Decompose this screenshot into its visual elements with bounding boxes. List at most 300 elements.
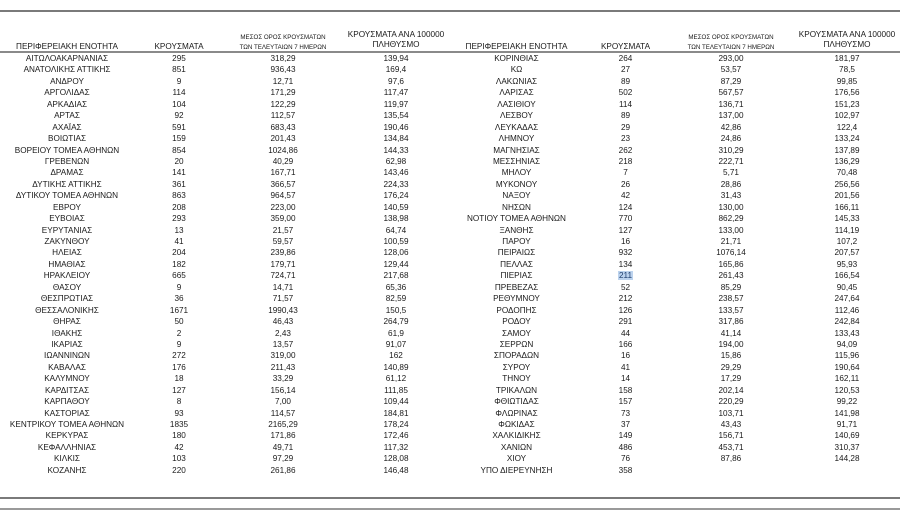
avg7-cell[interactable]: 220,29 [718, 397, 744, 407]
per100k-cell[interactable]: 82,59 [385, 294, 407, 304]
avg7-cell[interactable]: 211,43 [270, 362, 296, 372]
avg7-cell[interactable]: 1076,14 [716, 248, 746, 258]
per100k-cell[interactable]: 117,32 [383, 442, 409, 452]
cases-cell[interactable]: 863 [172, 191, 186, 201]
region-cell[interactable]: ΔΡΑΜΑΣ [50, 168, 84, 178]
per100k-cell[interactable]: 217,68 [383, 271, 409, 281]
region-cell[interactable]: ΗΛΕΙΑΣ [52, 248, 82, 258]
region-cell[interactable]: ΦΛΩΡΙΝΑΣ [495, 408, 538, 418]
cases-cell[interactable]: 41 [174, 237, 184, 246]
avg7-cell[interactable]: 133,00 [718, 225, 744, 235]
cases-cell[interactable]: 89 [620, 111, 631, 121]
avg7-cell[interactable]: 103,71 [718, 408, 744, 418]
avg7-cell[interactable]: 201,43 [270, 134, 296, 144]
avg7-cell[interactable]: 202,14 [718, 385, 744, 395]
avg7-cell[interactable]: 222,71 [718, 156, 744, 166]
region-cell[interactable]: ΔΥΤΙΚΗΣ ΑΤΤΙΚΗΣ [32, 179, 102, 189]
region-cell[interactable]: ΑΡΓΟΛΙΔΑΣ [44, 88, 90, 98]
cases-cell[interactable]: 291 [618, 317, 633, 327]
cases-cell[interactable]: 127 [172, 385, 186, 395]
region-cell[interactable]: ΙΘΑΚΗΣ [51, 328, 83, 338]
avg7-cell[interactable]: 724,71 [270, 271, 296, 281]
region-cell[interactable]: ΧΑΛΚΙΔΙΚΗΣ [492, 431, 541, 441]
per100k-cell[interactable]: 90,45 [836, 282, 858, 292]
per100k-cell[interactable]: 128,08 [383, 454, 409, 464]
cases-cell[interactable]: 36 [174, 294, 184, 304]
per100k-cell[interactable]: 109,44 [383, 397, 409, 407]
region-cell[interactable]: ΚΑΡΠΑΘΟΥ [44, 397, 90, 407]
region-cell[interactable]: ΧΑΝΙΩΝ [500, 442, 533, 452]
avg7-cell[interactable]: 42,86 [720, 122, 742, 132]
region-cell[interactable]: ΑΝΑΤΟΛΙΚΗΣ ΑΤΤΙΚΗΣ [23, 65, 111, 75]
per100k-cell[interactable]: 256,56 [834, 179, 860, 189]
per100k-cell[interactable]: 146,48 [383, 465, 409, 475]
cases-cell[interactable]: 502 [618, 88, 633, 98]
per100k-cell[interactable]: 62,98 [385, 156, 407, 166]
region-cell[interactable]: ΒΟΙΩΤΙΑΣ [47, 134, 87, 144]
avg7-cell[interactable]: 318,29 [270, 54, 296, 63]
avg7-cell[interactable]: 238,57 [718, 294, 744, 304]
region-cell[interactable]: ΝΗΣΩΝ [502, 202, 531, 212]
per100k-cell[interactable]: 135,54 [383, 111, 409, 121]
region-cell[interactable]: ΚΕΦΑΛΛΗΝΙΑΣ [37, 442, 97, 452]
region-cell[interactable]: ΗΡΑΚΛΕΙΟΥ [43, 271, 91, 281]
region-cell[interactable]: ΦΘΙΩΤΙΔΑΣ [494, 397, 539, 407]
avg7-cell[interactable]: 239,86 [270, 248, 296, 258]
cases-cell[interactable]: 76 [620, 454, 631, 464]
region-cell[interactable]: ΚΑΒΑΛΑΣ [48, 362, 86, 372]
region-cell[interactable]: ΚΙΛΚΙΣ [53, 454, 80, 464]
region-cell[interactable]: ΕΒΡΟΥ [53, 202, 81, 212]
cases-cell[interactable]: 44 [620, 328, 631, 338]
table-row [0, 465, 450, 476]
region-cell[interactable]: ΠΙΕΡΙΑΣ [500, 271, 533, 281]
per100k-cell[interactable]: 139,94 [383, 54, 409, 63]
cases-cell[interactable]: 208 [172, 202, 186, 212]
region-cell[interactable]: ΣΕΡΡΩΝ [499, 339, 534, 349]
cases-cell[interactable]: 295 [172, 54, 186, 63]
region-cell[interactable]: ΜΗΛΟΥ [501, 168, 532, 178]
per100k-cell[interactable]: 137,89 [834, 145, 860, 155]
cases-cell[interactable]: 7 [623, 168, 628, 178]
cases-cell[interactable]: 20 [174, 156, 184, 166]
per100k-cell[interactable]: 207,57 [834, 248, 860, 258]
avg7-cell[interactable]: 15,86 [720, 351, 742, 361]
avg7-cell[interactable]: 130,00 [718, 202, 744, 212]
avg7-cell[interactable]: 21,57 [272, 225, 294, 235]
cases-cell[interactable]: 9 [176, 76, 182, 86]
per100k-cell[interactable]: 119,97 [383, 99, 409, 109]
per100k-cell[interactable]: 190,46 [383, 122, 409, 132]
avg7-cell[interactable]: 21,71 [720, 237, 742, 246]
per100k-cell[interactable]: 143,46 [383, 168, 409, 178]
region-cell[interactable]: ΙΩΑΝΝΙΝΩΝ [44, 351, 90, 361]
avg7-cell[interactable]: 171,29 [270, 88, 296, 98]
per100k-cell[interactable]: 64,74 [385, 225, 407, 235]
avg7-cell[interactable]: 223,00 [270, 202, 296, 212]
cases-cell[interactable]: 27 [620, 65, 631, 75]
per100k-cell[interactable]: 99,22 [836, 397, 858, 407]
avg7-cell[interactable]: 156,71 [718, 431, 744, 441]
per100k-cell[interactable]: 100,59 [383, 237, 409, 246]
cases-cell[interactable]: 361 [172, 179, 186, 189]
avg7-cell[interactable]: 136,71 [718, 99, 744, 109]
per100k-cell[interactable]: 144,28 [834, 454, 860, 464]
region-cell[interactable]: ΣΠΟΡΑΔΩΝ [493, 351, 540, 361]
cases-cell[interactable]: 176 [172, 362, 186, 372]
per100k-cell[interactable]: 128,06 [383, 248, 409, 258]
per100k-cell[interactable]: 178,24 [383, 420, 409, 429]
cases-cell[interactable]: 272 [172, 351, 186, 361]
cases-cell[interactable]: 854 [172, 145, 186, 155]
region-cell[interactable]: ΖΑΚΥΝΘΟΥ [44, 237, 90, 246]
cases-cell[interactable]: 141 [172, 168, 186, 178]
avg7-cell[interactable]: 29,29 [720, 362, 742, 372]
per100k-cell[interactable]: 78,5 [839, 65, 855, 75]
per100k-cell[interactable]: 91,71 [836, 420, 858, 429]
per100k-cell[interactable]: 242,84 [834, 317, 860, 327]
per100k-cell[interactable]: 107,2 [836, 237, 858, 246]
cases-cell[interactable]: 665 [172, 271, 186, 281]
per100k-cell[interactable]: 122,4 [836, 122, 858, 132]
cases-cell[interactable]: 212 [618, 294, 633, 304]
avg7-cell[interactable]: 31,43 [720, 191, 742, 201]
avg7-cell[interactable]: 293,00 [718, 54, 744, 63]
avg7-cell[interactable]: 2,43 [275, 328, 291, 338]
avg7-cell[interactable]: 165,86 [718, 259, 744, 269]
per100k-cell[interactable]: 129,44 [383, 259, 409, 269]
region-cell[interactable]: ΣΥΡΟΥ [502, 362, 531, 372]
table-row [0, 110, 450, 121]
per100k-cell[interactable]: 120,53 [834, 385, 860, 395]
per100k-cell[interactable]: 61,9 [388, 328, 404, 338]
region-cell[interactable]: ΜΕΣΣΗΝΙΑΣ [492, 156, 541, 166]
per100k-cell[interactable]: 151,23 [834, 99, 860, 109]
cases-cell[interactable]: 218 [618, 156, 633, 166]
region-cell[interactable]: ΠΑΡΟΥ [502, 237, 531, 246]
cases-cell[interactable]: 134 [618, 259, 633, 269]
table-row [0, 373, 450, 384]
cases-cell[interactable]: 104 [172, 99, 186, 109]
cases-cell[interactable]: 486 [618, 442, 633, 452]
cases-cell[interactable]: 16 [620, 237, 631, 246]
cases-cell[interactable]: 73 [620, 408, 631, 418]
avg7-cell[interactable]: 28,86 [720, 179, 742, 189]
avg7-cell[interactable]: 317,86 [718, 317, 744, 327]
per100k-cell[interactable]: 224,33 [383, 179, 409, 189]
avg7-cell[interactable]: 261,43 [718, 271, 744, 281]
region-cell[interactable]: ΠΡΕΒΕΖΑΣ [494, 282, 539, 292]
avg7-cell[interactable]: 87,29 [720, 76, 742, 86]
avg7-cell[interactable]: 12,71 [272, 76, 294, 86]
region-cell[interactable]: ΒΟΡΕΙΟΥ ΤΟΜΕΑ ΑΘΗΝΩΝ [14, 145, 120, 155]
avg7-cell[interactable]: 97,29 [272, 454, 294, 464]
per100k-cell[interactable]: 91,07 [385, 339, 407, 349]
cases-cell[interactable]: 29 [620, 122, 631, 132]
region-cell[interactable]: ΚΕΡΚΥΡΑΣ [45, 431, 89, 441]
avg7-cell[interactable]: 137,00 [718, 111, 744, 121]
region-cell[interactable]: ΕΥΒΟΙΑΣ [49, 214, 85, 224]
per100k-cell[interactable]: 102,97 [834, 111, 860, 121]
cases-cell[interactable]: 26 [620, 179, 631, 189]
cases-cell[interactable]: 92 [174, 111, 184, 121]
cases-cell[interactable]: 93 [174, 408, 184, 418]
avg7-cell[interactable]: 2165,29 [268, 420, 298, 429]
per100k-cell[interactable]: 140,89 [383, 362, 409, 372]
region-cell[interactable]: ΝΑΞΟΥ [502, 191, 531, 201]
per100k-cell[interactable]: 112,46 [834, 305, 860, 315]
region-cell[interactable]: ΑΧΑΪΑΣ [52, 122, 82, 132]
region-cell[interactable]: ΑΙΤΩΛΟΑΚΑΡΝΑΝΙΑΣ [25, 54, 109, 63]
region-cell[interactable]: ΛΑΣΙΘΙΟΥ [497, 99, 536, 109]
per100k-cell[interactable]: 117,47 [383, 88, 409, 98]
region-cell[interactable]: ΘΕΣΠΡΩΤΙΑΣ [40, 294, 94, 304]
region-cell[interactable]: ΘΗΡΑΣ [53, 317, 81, 327]
per100k-cell[interactable]: 97,6 [388, 76, 404, 86]
cases-cell[interactable]: 89 [620, 76, 631, 86]
header-avg7-line2: ΤΩΝ ΤΕΛΕΥΤΑΙΩΝ 7 ΗΜΕΡΩΝ [239, 44, 327, 51]
avg7-cell[interactable]: 24,86 [720, 134, 742, 144]
per100k-cell[interactable]: 140,69 [834, 431, 860, 441]
region-cell[interactable]: ΑΝΔΡΟΥ [50, 76, 84, 86]
avg7-cell[interactable]: 114,57 [270, 408, 296, 418]
per100k-cell[interactable]: 176,24 [383, 191, 409, 201]
region-cell[interactable]: ΚΑΛΥΜΝΟΥ [44, 374, 90, 384]
cases-cell[interactable]: 2 [176, 328, 182, 338]
avg7-cell[interactable]: 59,57 [272, 237, 294, 246]
region-cell[interactable]: ΚΑΣΤΟΡΙΑΣ [44, 408, 90, 418]
cases-cell[interactable]: 1835 [169, 420, 189, 429]
region-cell[interactable]: ΚΕΝΤΡΙΚΟΥ ΤΟΜΕΑ ΑΘΗΝΩΝ [9, 420, 125, 429]
per100k-cell[interactable]: 138,98 [383, 214, 409, 224]
region-cell[interactable]: ΛΑΚΩΝΙΑΣ [495, 76, 538, 86]
avg7-cell[interactable]: 261,86 [270, 465, 296, 475]
avg7-cell[interactable]: 1024,86 [268, 145, 298, 155]
cases-cell[interactable]: 149 [618, 431, 633, 441]
avg7-cell[interactable]: 122,29 [270, 99, 296, 109]
per100k-cell[interactable]: 61,12 [385, 374, 407, 384]
avg7-cell[interactable]: 964,57 [270, 191, 296, 201]
avg7-cell[interactable]: 1990,43 [268, 305, 298, 315]
per100k-cell[interactable]: 133,24 [834, 134, 860, 144]
bottom-rule-secondary [0, 508, 900, 510]
region-cell[interactable]: ΚΑΡΔΙΤΣΑΣ [44, 385, 90, 395]
per100k-cell[interactable]: 247,64 [834, 294, 860, 304]
avg7-cell[interactable]: 366,57 [270, 179, 296, 189]
region-cell[interactable]: ΠΕΛΛΑΣ [500, 259, 533, 269]
cases-cell[interactable]: 42 [620, 191, 631, 201]
cases-cell[interactable]: 103 [172, 454, 186, 464]
cases-cell[interactable]: 180 [172, 431, 186, 441]
region-cell[interactable]: ΘΑΣΟΥ [52, 282, 82, 292]
cases-cell[interactable]: 591 [172, 122, 186, 132]
cases-cell[interactable]: 114 [172, 88, 186, 98]
per100k-cell[interactable]: 310,37 [834, 442, 860, 452]
cases-cell[interactable]: 262 [618, 145, 633, 155]
avg7-cell[interactable]: 112,57 [270, 111, 296, 121]
cases-cell[interactable]: 13 [174, 225, 184, 235]
per100k-cell[interactable]: 111,85 [384, 385, 408, 395]
per100k-cell[interactable]: 70,48 [836, 168, 858, 178]
per100k-cell[interactable]: 99,85 [836, 76, 858, 86]
avg7-cell[interactable]: 167,71 [270, 168, 296, 178]
per100k-cell[interactable]: 140,59 [383, 202, 409, 212]
per100k-cell[interactable]: 134,84 [383, 134, 409, 144]
cases-cell[interactable]: 16 [620, 351, 631, 361]
avg7-cell[interactable]: 40,29 [272, 156, 294, 166]
cases-cell[interactable]: 264 [618, 54, 633, 63]
avg7-cell[interactable]: 5,71 [723, 168, 739, 178]
per100k-cell[interactable]: 166,54 [834, 271, 860, 281]
per100k-cell[interactable]: 114,19 [834, 225, 860, 235]
per100k-cell[interactable]: 115,96 [834, 351, 860, 361]
region-cell[interactable]: ΚΩ [510, 65, 523, 75]
cases-cell[interactable]: 127 [618, 225, 633, 235]
cases-cell[interactable]: 50 [174, 317, 184, 327]
region-cell[interactable]: ΘΕΣΣΑΛΟΝΙΚΗΣ [35, 305, 99, 315]
avg7-cell[interactable]: 567,57 [718, 88, 744, 98]
cases-cell[interactable]: 114 [618, 99, 633, 109]
region-cell[interactable]: ΑΡΚΑΔΙΑΣ [46, 99, 88, 109]
avg7-cell[interactable]: 862,29 [718, 214, 744, 224]
avg7-cell[interactable]: 7,00 [275, 397, 291, 407]
region-cell[interactable]: ΤΗΝΟΥ [502, 374, 531, 384]
per100k-cell[interactable]: 264,79 [383, 317, 409, 327]
avg7-cell[interactable]: 17,29 [720, 374, 742, 384]
avg7-cell[interactable]: 43,43 [720, 420, 742, 429]
avg7-cell[interactable]: 14,71 [272, 282, 294, 292]
cases-cell[interactable]: 358 [618, 465, 633, 475]
region-cell[interactable]: ΡΟΔΟΥ [502, 317, 531, 327]
per100k-cell[interactable]: 65,36 [385, 282, 407, 292]
per100k-cell[interactable]: 141,98 [834, 408, 860, 418]
avg7-cell[interactable]: 156,14 [270, 385, 296, 395]
region-cell[interactable]: ΔΥΤΙΚΟΥ ΤΟΜΕΑ ΑΘΗΝΩΝ [15, 191, 119, 201]
cases-cell[interactable]: 52 [620, 282, 631, 292]
region-cell[interactable]: ΜΥΚΟΝΟΥ [495, 179, 538, 189]
per100k-cell[interactable]: 190,64 [834, 362, 860, 372]
per100k-cell[interactable]: 184,81 [383, 408, 409, 418]
region-cell[interactable]: ΓΡΕΒΕΝΩΝ [44, 156, 90, 166]
avg7-cell[interactable]: 359,00 [270, 214, 296, 224]
region-cell[interactable]: ΛΕΣΒΟΥ [499, 111, 534, 121]
per100k-cell[interactable]: 172,46 [383, 431, 409, 441]
region-cell[interactable]: ΡΕΘΥΜΝΟΥ [493, 294, 540, 304]
region-cell[interactable]: ΤΡΙΚΑΛΩΝ [495, 385, 538, 395]
region-cell[interactable]: ΗΜΑΘΙΑΣ [48, 259, 86, 269]
avg7-cell[interactable]: 194,00 [718, 339, 744, 349]
per100k-cell[interactable]: 94,09 [836, 339, 858, 349]
cases-cell[interactable]: 124 [618, 202, 633, 212]
region-cell[interactable]: ΣΑΜΟΥ [502, 328, 531, 338]
per100k-cell[interactable]: 133,43 [834, 328, 860, 338]
cases-cell[interactable]: 158 [618, 385, 633, 395]
cases-cell[interactable]: 770 [618, 214, 633, 224]
per100k-cell[interactable]: 169,4 [385, 65, 407, 75]
cases-cell[interactable]: 204 [172, 248, 186, 258]
avg7-cell[interactable]: 310,29 [718, 145, 744, 155]
cases-cell[interactable]: 14 [620, 374, 631, 384]
region-cell[interactable]: ΛΗΜΝΟΥ [498, 134, 535, 144]
cases-cell[interactable]: 41 [620, 362, 631, 372]
selected-cell-text[interactable]: 211 [618, 271, 633, 281]
cases-cell[interactable]: 166 [618, 339, 633, 349]
cases-cell[interactable]: 9 [176, 282, 182, 292]
avg7-cell[interactable]: 13,57 [272, 339, 294, 349]
region-cell[interactable]: ΚΟΡΙΝΘΙΑΣ [494, 54, 539, 63]
cases-cell[interactable]: 159 [172, 134, 186, 144]
cases-cell[interactable]: 182 [172, 259, 186, 269]
region-cell[interactable]: ΡΟΔΟΠΗΣ [496, 305, 537, 315]
region-cell[interactable]: ΞΑΝΘΗΣ [499, 225, 534, 235]
region-cell[interactable]: ΛΕΥΚΑΔΑΣ [494, 122, 539, 132]
avg7-cell[interactable]: 33,29 [272, 374, 294, 384]
region-cell[interactable]: ΠΕΙΡΑΙΩΣ [497, 248, 536, 258]
avg7-cell[interactable]: 46,43 [272, 317, 294, 327]
cases-cell[interactable]: 18 [174, 374, 184, 384]
avg7-cell[interactable]: 71,57 [272, 294, 294, 304]
cases-cell[interactable]: 932 [618, 248, 633, 258]
cases-cell[interactable]: 851 [172, 65, 186, 75]
avg7-cell[interactable]: 179,71 [270, 259, 296, 269]
per100k-cell[interactable]: 162,11 [834, 374, 860, 384]
per100k-cell[interactable]: 136,29 [834, 156, 860, 166]
per100k-cell[interactable]: 166,11 [834, 202, 860, 212]
cases-cell[interactable]: 1671 [169, 305, 189, 315]
per100k-cell[interactable]: 144,33 [383, 145, 409, 155]
region-cell[interactable]: ΛΑΡΙΣΑΣ [499, 88, 534, 98]
region-cell[interactable]: ΥΠΟ ΔΙΕΡΕΥΝΗΣΗ [480, 465, 553, 475]
avg7-cell[interactable]: 453,71 [718, 442, 744, 452]
per100k-cell[interactable]: 181,97 [834, 54, 860, 63]
avg7-cell[interactable]: 171,86 [270, 431, 296, 441]
per100k-cell[interactable]: 95,93 [836, 259, 858, 269]
cases-cell[interactable]: 42 [174, 442, 184, 452]
per100k-cell[interactable]: 162 [389, 351, 403, 361]
cases-cell[interactable]: 23 [620, 134, 631, 144]
cases-cell[interactable]: 8 [176, 397, 182, 407]
avg7-cell[interactable]: 49,71 [272, 442, 294, 452]
cases-cell[interactable] [583, 270, 668, 281]
cases-cell[interactable]: 293 [172, 214, 186, 224]
per100k-cell[interactable]: 176,56 [834, 88, 860, 98]
avg7-cell[interactable]: 936,43 [270, 65, 296, 75]
region-cell[interactable]: ΝΟΤΙΟΥ ΤΟΜΕΑ ΑΘΗΝΩΝ [467, 214, 566, 224]
region-cell[interactable]: ΚΟΖΑΝΗΣ [47, 465, 87, 475]
cases-cell[interactable]: 220 [172, 465, 186, 475]
region-cell[interactable]: ΧΙΟΥ [506, 454, 527, 464]
avg7-cell[interactable]: 87,86 [720, 454, 742, 464]
cases-cell[interactable]: 126 [618, 305, 633, 315]
region-cell[interactable]: ΕΥΡΥΤΑΝΙΑΣ [41, 225, 93, 235]
avg7-cell[interactable]: 41,14 [720, 328, 742, 338]
region-cell[interactable]: ΙΚΑΡΙΑΣ [51, 339, 83, 349]
per100k-cell[interactable]: 201,56 [834, 191, 860, 201]
region-cell[interactable]: ΜΑΓΝΗΣΙΑΣ [493, 145, 540, 155]
avg7-cell[interactable]: 133,57 [718, 305, 744, 315]
per100k-cell[interactable]: 145,33 [834, 214, 860, 224]
avg7-cell[interactable]: 319,00 [270, 351, 296, 361]
cases-cell[interactable]: 157 [618, 397, 633, 407]
region-cell[interactable]: ΦΩΚΙΔΑΣ [498, 420, 535, 429]
avg7-cell[interactable]: 53,57 [720, 65, 742, 75]
cases-cell[interactable]: 37 [620, 420, 631, 429]
cases-cell[interactable]: 9 [176, 339, 182, 349]
region-cell[interactable]: ΑΡΤΑΣ [54, 111, 80, 121]
per100k-cell[interactable]: 150,5 [385, 305, 407, 315]
avg7-cell[interactable]: 85,29 [720, 282, 742, 292]
avg7-cell[interactable]: 683,43 [270, 122, 296, 132]
